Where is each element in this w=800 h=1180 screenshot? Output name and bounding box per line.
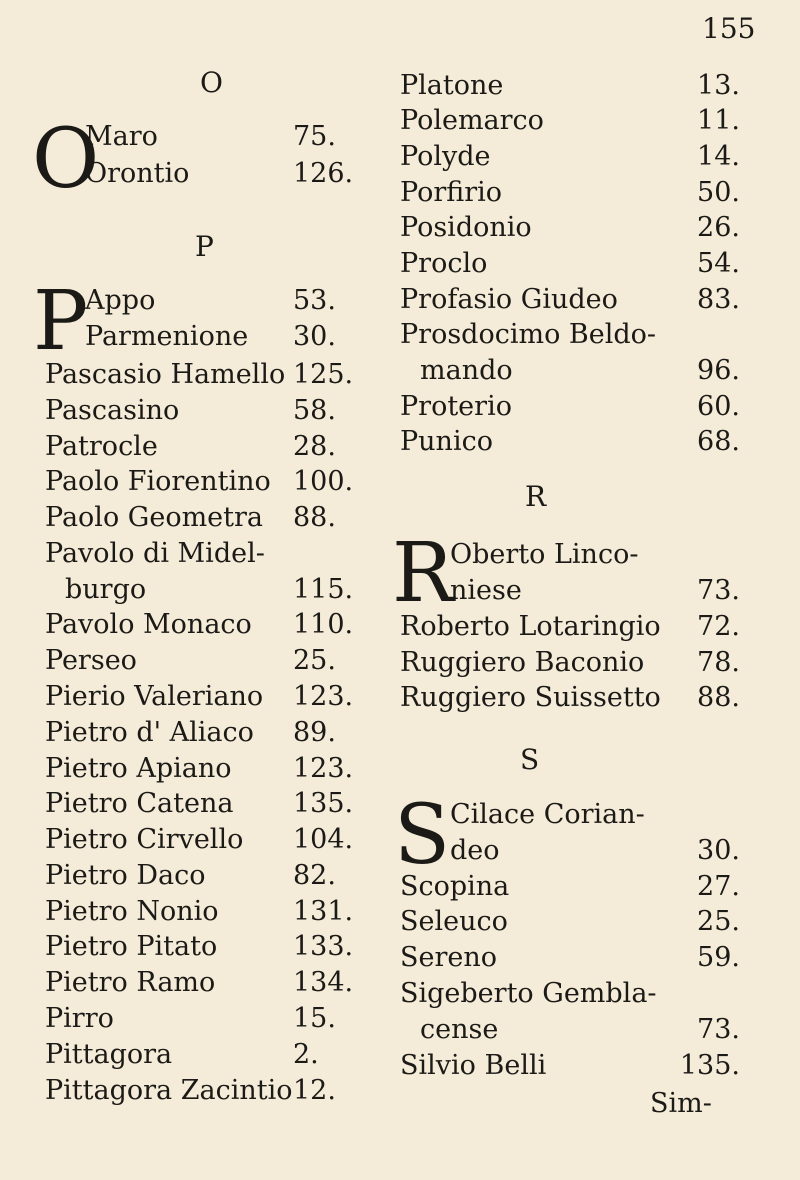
index-entry: Oberto Linco-: [450, 539, 639, 570]
index-entry: Polyde 14.: [400, 141, 740, 172]
section-letter-o: O: [200, 66, 223, 99]
index-entry: cense 73.: [420, 1014, 740, 1045]
index-entry: Sigeberto Gembla-: [400, 978, 657, 1009]
index-entry: Parmenione 30.: [85, 321, 336, 352]
index-entry: Proterio 60.: [400, 391, 740, 422]
index-entry: Pirro 15.: [45, 1003, 336, 1034]
index-entry: Scopina 27.: [400, 871, 740, 902]
index-entry: burgo 115.: [65, 574, 354, 605]
index-entry: Pietro Daco 82.: [45, 860, 336, 891]
index-entry: Pietro Nonio 131.: [45, 896, 354, 927]
index-entry: Paolo Fiorentino 100.: [45, 466, 354, 497]
index-entry: Appo 53.: [85, 285, 336, 316]
index-entry: Prosdocimo Beldo-: [400, 319, 657, 350]
index-entry: Sereno 59.: [400, 942, 740, 973]
index-entry: Pietro Catena 135.: [45, 788, 354, 819]
index-entry: niese 73.: [450, 575, 740, 606]
index-entry: Pavolo di Midel-: [45, 538, 265, 569]
index-entry: Porfirio 50.: [400, 177, 740, 208]
initial-p: P: [33, 274, 89, 369]
index-entry: Cilace Corian-: [450, 799, 645, 830]
index-entry: Silvio Belli 135.: [400, 1050, 740, 1081]
index-entry: Pierio Valeriano 123.: [45, 681, 354, 712]
index-entry: Seleuco 25.: [400, 906, 740, 937]
index-entry: Pietro Pitato 133.: [45, 931, 354, 962]
page-number: 155: [702, 12, 756, 45]
index-entry: Ruggiero Baconio 78.: [400, 647, 740, 678]
index-entry: Pascasino 58.: [45, 395, 336, 426]
section-letter-s: S: [520, 743, 540, 776]
index-entry: Profasio Giudeo 83.: [400, 284, 740, 315]
index-entry: Pietro Ramo 134.: [45, 967, 354, 998]
index-entry: Posidonio 26.: [400, 212, 740, 243]
index-entry: Ruggiero Suissetto 88.: [400, 682, 740, 713]
index-entry: Pietro d' Aliaco 89.: [45, 717, 336, 748]
index-entry: deo 30.: [450, 835, 740, 866]
index-entry: Perseo 25.: [45, 645, 336, 676]
index-entry: Pavolo Monaco 110.: [45, 609, 354, 640]
section-letter-p: P: [195, 230, 214, 263]
index-entry: mando 96.: [420, 355, 740, 386]
initial-s: S: [394, 788, 451, 883]
index-entry: Paolo Geometra 88.: [45, 502, 336, 533]
initial-r: R: [392, 526, 454, 621]
index-entry: Maro 75.: [85, 121, 336, 152]
index-entry: Punico 68.: [400, 426, 740, 457]
index-entry: Proclo 54.: [400, 248, 740, 279]
index-entry: Polemarco 11.: [400, 105, 740, 136]
index-entry: Pietro Apiano 123.: [45, 753, 354, 784]
index-entry: Roberto Lotaringio 72.: [400, 611, 740, 642]
index-entry: Orontio 126.: [85, 158, 354, 189]
initial-o: O: [32, 112, 100, 207]
index-entry: Pittagora 2.: [45, 1039, 319, 1070]
section-letter-r: R: [525, 480, 547, 513]
index-entry: Pascasio Hamello 125.: [45, 359, 354, 390]
index-entry: Pittagora Zacintio 12.: [45, 1075, 336, 1106]
index-entry: Platone 13.: [400, 70, 740, 101]
catchword: Sim-: [650, 1088, 712, 1119]
index-entry: Pietro Cirvello 104.: [45, 824, 354, 855]
index-entry: Patrocle 28.: [45, 431, 336, 462]
